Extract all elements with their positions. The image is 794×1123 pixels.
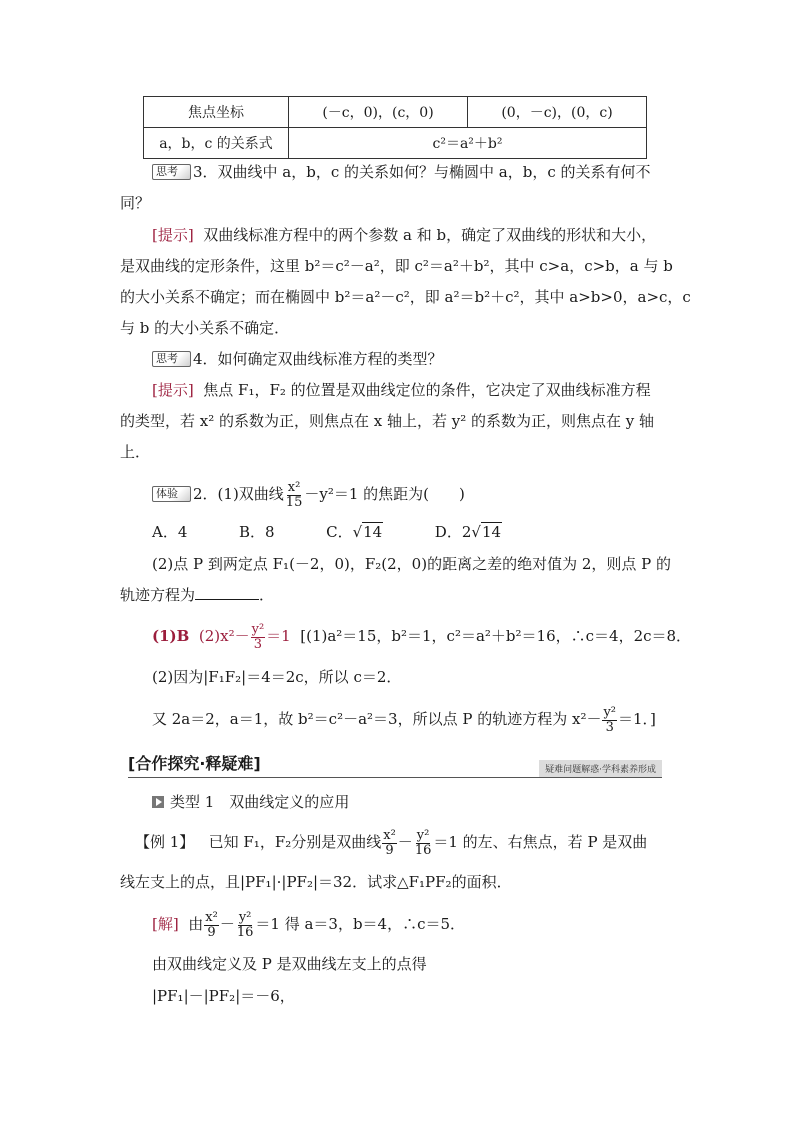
think4-question: 思考 4．如何确定双曲线标准方程的类型？ — [152, 349, 443, 369]
experience-tag: 体验 — [152, 486, 191, 502]
exp2-solution-line3: 又 2a＝2，a＝1，故 b²＝c²－a²＝3，所以点 P 的轨迹方程为 x²－ $\frac{\text{y²}}{3}$ ＝1．] — [152, 704, 656, 735]
table-cell-relation-label: a，b，c 的关系式 — [144, 128, 289, 159]
think3-hint-line2: 是双曲线的定形条件，这里 b²＝c²－a²，即 c²＝a²＋b²，其中 c>a，c>b，a 与 b — [120, 257, 673, 275]
example1-solution-line2: 由双曲线定义及 P 是双曲线左支上的点得 — [152, 955, 427, 973]
option-d: D．2√14 — [434, 523, 502, 541]
think3-hint-line4: 与 b 的大小关系不确定． — [120, 319, 290, 337]
think4-hint-line3: 上． — [120, 443, 151, 461]
answer-blank — [195, 585, 259, 600]
option-c: C．√14 — [326, 523, 383, 541]
example1-line2: 线左支上的点，且|PF₁|·|PF₂|＝32．试求△F₁PF₂的面积． — [120, 873, 512, 891]
example-label: 【例 1】 — [135, 833, 195, 851]
exp2-question2-line2: 轨迹方程为 ． — [120, 586, 275, 604]
think4-hint-line2: 的类型，若 x² 的系数为正，则焦点在 x 轴上，若 y² 的系数为正，则焦点在 y 轴 — [120, 412, 655, 430]
exp2-options — [152, 522, 502, 542]
section-title: [合作探究·释疑难] — [128, 754, 261, 773]
fraction-x2-15: $\frac{\text{x²}}{15}$ — [285, 479, 303, 510]
section-tagline: 疑难问题解惑·学科素养形成 — [539, 760, 662, 777]
example1-line1: 【例 1】 已知 F₁，F₂分别是双曲线 $\frac{\text{x²}}{9}$ － $\frac{\text{y²}}{16}$ ＝1 的左、右焦点，若 P 是双曲 — [135, 827, 648, 858]
think-tag: 思考 — [152, 351, 191, 367]
think3-hint-line3: 的大小关系不确定；而在椭圆中 b²＝a²－c²，即 a²＝b²＋c²，其中 a>b>0，a>c，c — [120, 288, 691, 306]
type1-heading: 类型 1 双曲线定义的应用 — [152, 792, 349, 812]
think3-hint-line1: [提示] 双曲线标准方程中的两个参数 a 和 b，确定了双曲线的形状和大小， — [152, 226, 657, 244]
think3-question-line1: 思考 3．双曲线中 a，b，c 的关系如何？与椭圆中 a，b，c 的关系有何不 — [152, 162, 651, 182]
table-cell-focus-x-axis: (－c，0)，(c，0) — [289, 97, 468, 128]
hyperbola-property-table — [143, 96, 647, 159]
table-cell-focus-label: 焦点坐标 — [144, 97, 289, 128]
solution-label: [解] — [152, 915, 179, 933]
exp2-question2-line1: (2)点 P 到两定点 F₁(－2，0)，F₂(2，0)的距离之差的绝对值为 2，则点 P 的 — [152, 555, 672, 573]
table-cell-relation-value: c²＝a²＋b² — [289, 128, 647, 159]
answer-2: (2)x²－ $\frac{\text{y²}}{3}$ ＝1 — [198, 621, 291, 652]
answer-1: (1)B — [152, 627, 190, 645]
exp2-solution-line2: (2)因为|F₁F₂|＝4＝2c，所以 c＝2． — [152, 668, 402, 686]
hint-label: [提示] — [152, 381, 194, 399]
hint-label: [提示] — [152, 226, 194, 244]
play-triangle-icon — [152, 796, 164, 808]
option-a: A．4 — [152, 523, 188, 541]
think4-hint-line1: [提示] 焦点 F₁，F₂ 的位置是双曲线定位的条件，它决定了双曲线标准方程 — [152, 381, 651, 399]
think3-question-line2: 同？ — [120, 194, 151, 212]
exp2-answer-line: (1)B (2)x²－ $\frac{\text{y²}}{3}$ ＝1 [(1)a²＝15，b²＝1，c²＝a²＋b²＝16，∴c＝4，2c＝8． — [152, 621, 692, 652]
section-header — [128, 749, 662, 778]
example1-solution-line3: |PF₁|－|PF₂|＝－6， — [152, 987, 295, 1005]
think-tag: 思考 — [152, 164, 191, 180]
exp2-question1: 体验 2．(1)双曲线 $\frac{\text{x²}}{15}$ －y²＝1 的焦距为( ) — [152, 480, 465, 510]
example1-solution-line1: [解] 由 $\frac{\text{x²}}{9}$ － $\frac{\text{y²}}{16}$ ＝1 得 a＝3，b＝4，∴c＝5． — [152, 909, 466, 940]
table-cell-focus-y-axis: (0，－c)，(0，c) — [468, 97, 647, 128]
option-b: B．8 — [238, 523, 275, 541]
